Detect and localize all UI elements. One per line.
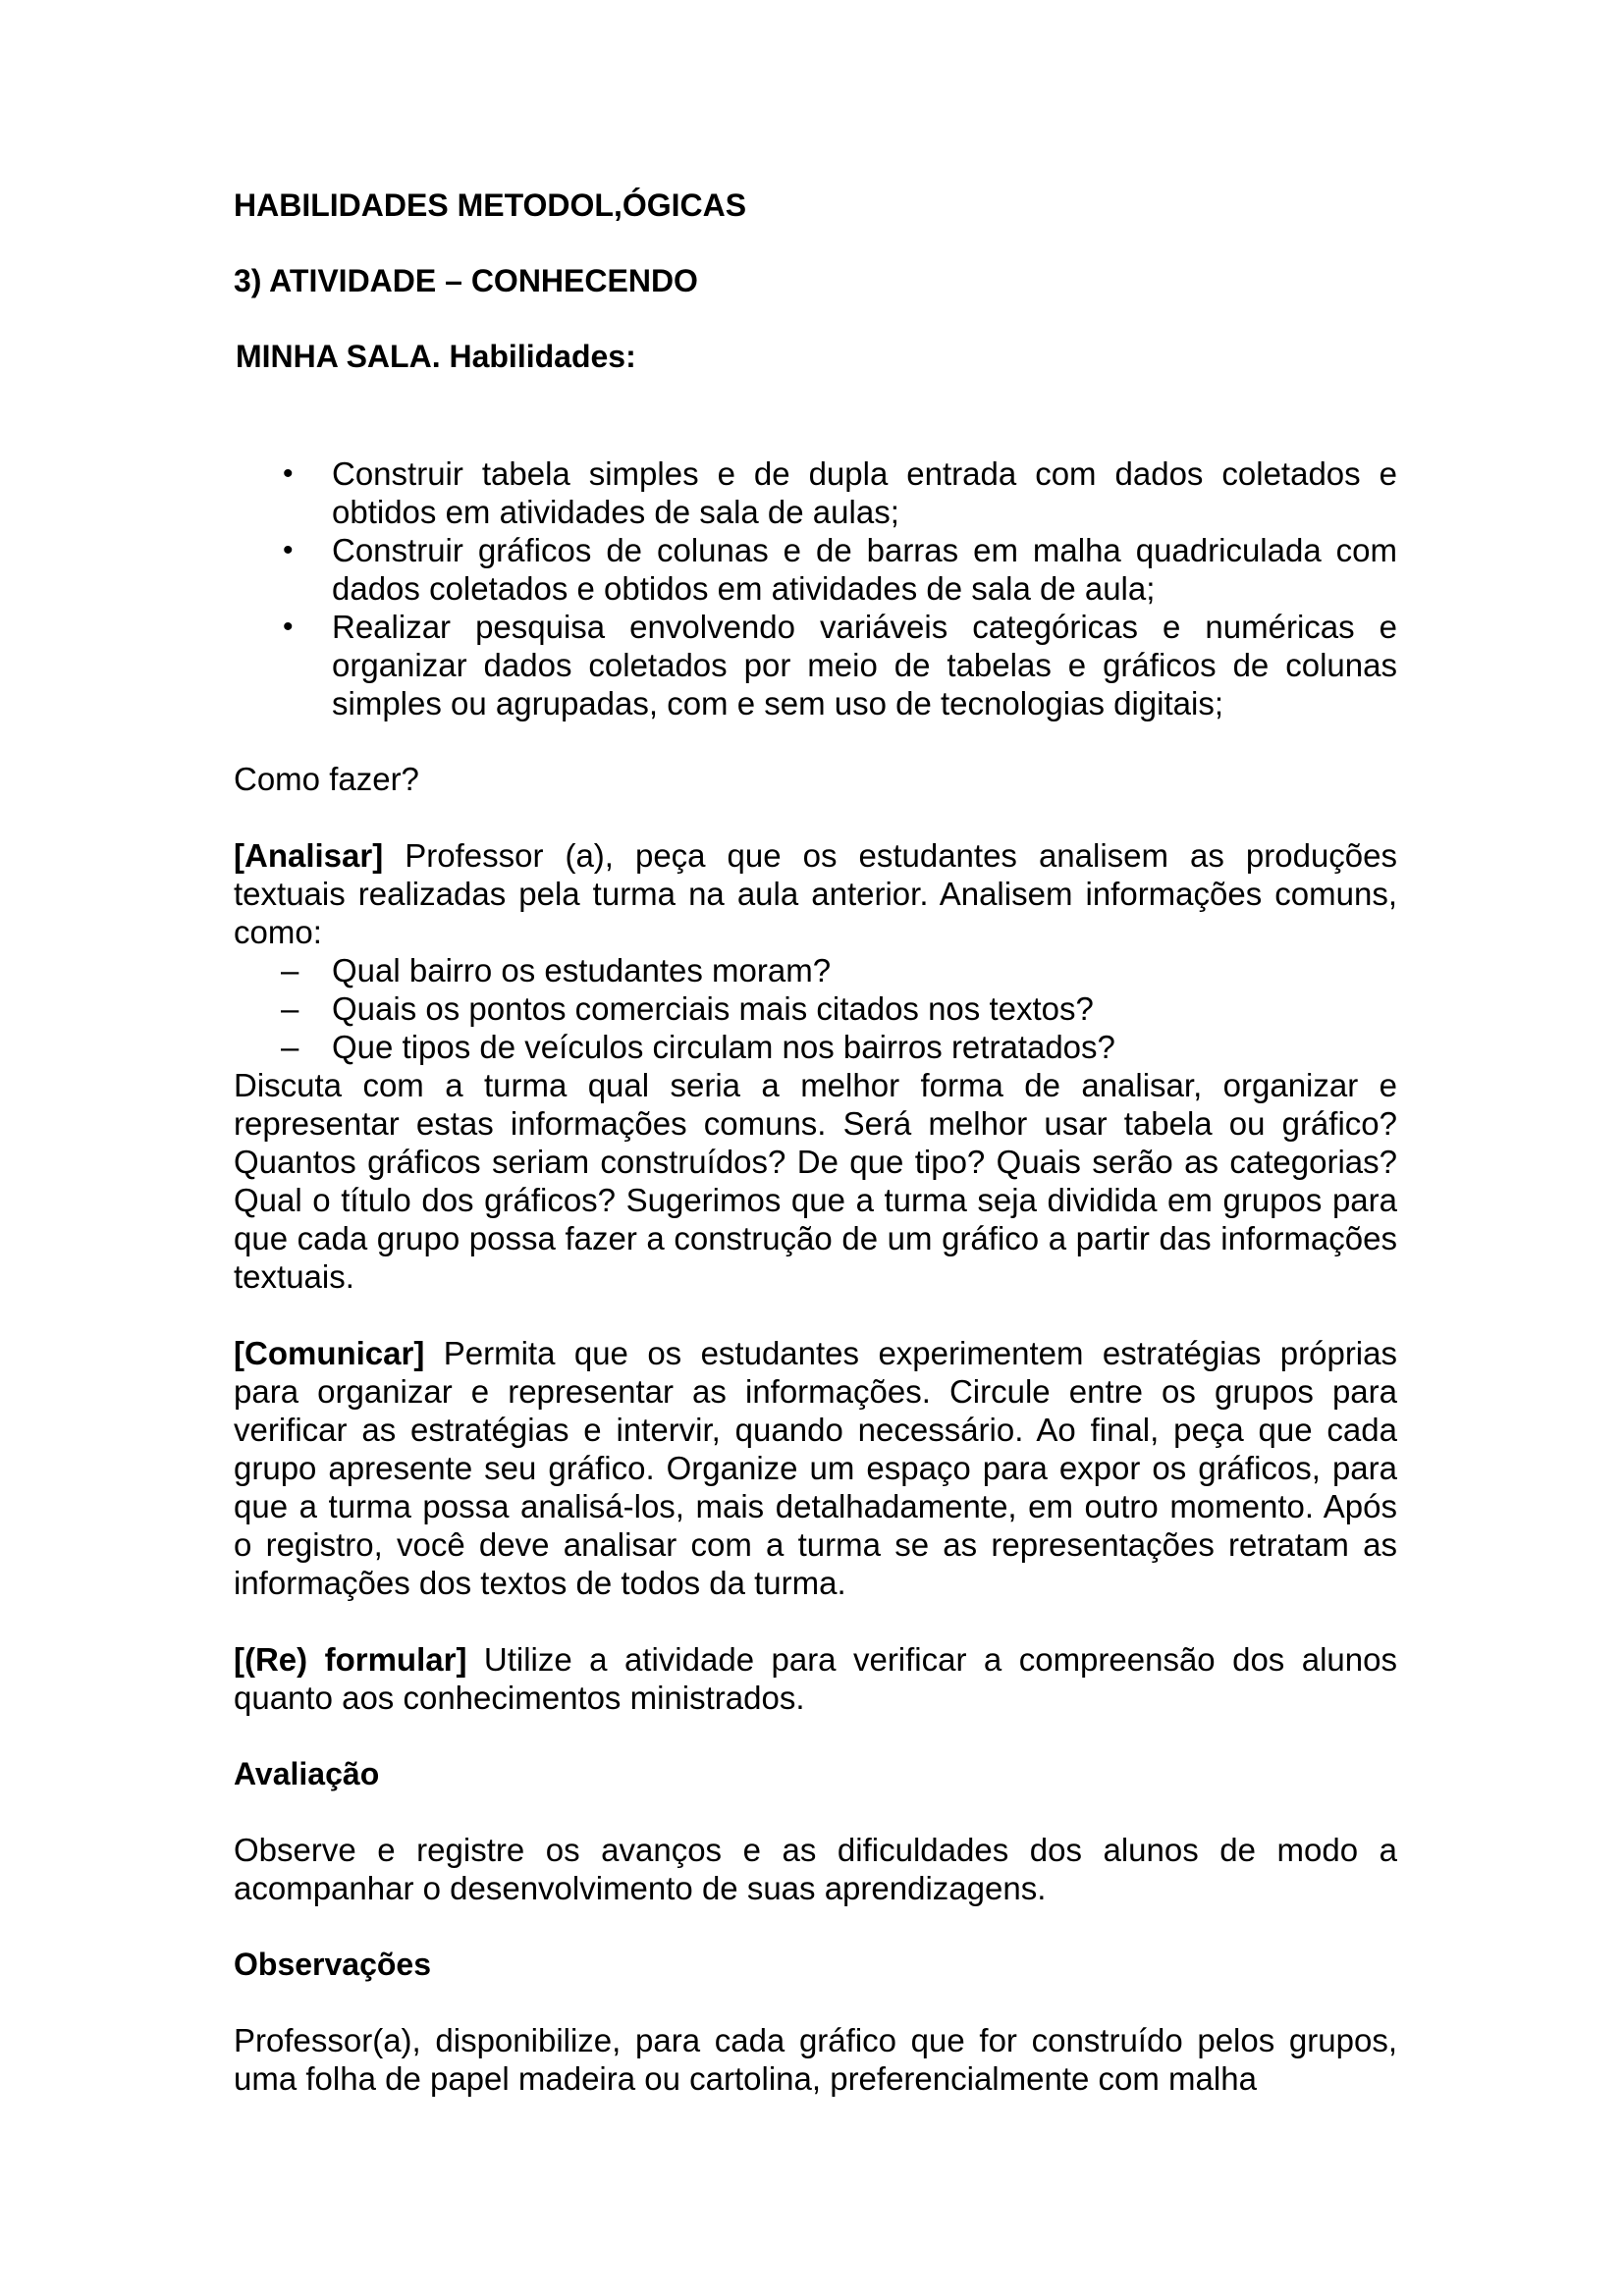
list-item: [234, 989, 1397, 1028]
dash-icon: –: [281, 952, 299, 988]
skill-text: Construir tabela simples e de dupla entrada com dados coletados e obtidos em atividades de sala de aulas;: [332, 455, 1397, 530]
main-heading: HABILIDADES METODOL,ÓGICAS: [234, 187, 747, 223]
avaliacao-text: Observe e registre os avanços e as dificuldades dos alunos de modo a acompanhar o desenvolvimento de suas aprendizagens.: [234, 1832, 1397, 1906]
observacoes-text: Professor(a), disponibilize, para cada gráfico que for construído pelos grupos, uma folha de papel madeira ou cartolina, preferencialmente com malha: [234, 2022, 1397, 2097]
questions-list: [234, 951, 1397, 1066]
list-item: [234, 454, 1397, 531]
reformular-label: [(Re) formular]: [234, 1641, 467, 1678]
skill-text: Realizar pesquisa envolvendo variáveis categóricas e numéricas e organizar dados coletados por meio de tabelas e gráficos de colunas simples ou agrupadas, com e sem uso de tecnologias digitais;: [332, 609, 1397, 721]
list-item: [234, 531, 1397, 608]
how-to-label: Como fazer?: [234, 761, 419, 797]
skills-list: [234, 454, 1397, 722]
discussion-paragraph: Discuta com a turma qual seria a melhor forma de analisar, organizar e representar estas informações comuns. Será melhor usar tabela ou gráfico? Quantos gráficos seriam construídos? De que tipo? Quais serão as categorias? Qual o título dos gráficos? Sugerimos que a turma seja dividida em grupos para que cada grupo possa fazer a construção de um gráfico a partir das informações textuais.: [234, 1067, 1397, 1295]
comunicar-text: Permita que os estudantes experimentem estratégias próprias para organizar e representar as informações. Circule entre os grupos para verificar as estratégias e intervir, quando necessário. Ao final, peça que cada grupo apresente seu gráfico. Organize um espaço para expor os gráficos, para que a turma possa analisá-los, mais detalhadamente, em outro momento. Após o registro, você deve analisar com a turma se as representações retratam as informações dos textos de todos da turma.: [234, 1335, 1397, 1601]
list-item: [234, 1028, 1397, 1066]
observacoes-title: Observações: [234, 1947, 432, 1982]
question-text: Qual bairro os estudantes moram?: [332, 952, 832, 988]
document-page: [234, 187, 1397, 2098]
comunicar-label: [Comunicar]: [234, 1335, 425, 1371]
list-item: [234, 608, 1397, 722]
activity-heading: 3) ATIVIDADE – CONHECENDO: [234, 263, 698, 298]
bullet-icon: •: [283, 457, 294, 490]
question-text: Quais os pontos comerciais mais citados nos textos?: [332, 990, 1094, 1027]
comunicar-paragraph: [234, 1334, 1397, 1602]
dash-icon: –: [281, 990, 299, 1027]
reformular-text: Utilize a atividade para verificar a compreensão dos alunos quanto aos conhecimentos ministrados.: [234, 1641, 1397, 1716]
analisar-paragraph: [234, 836, 1397, 951]
reformular-paragraph: [234, 1640, 1397, 1717]
bullet-icon: •: [283, 611, 294, 643]
analisar-text: Professor (a), peça que os estudantes analisem as produções textuais realizadas pela turma na aula anterior. Analisem informações comuns, como:: [234, 837, 1397, 950]
avaliacao-title: Avaliação: [234, 1756, 380, 1791]
list-item: [234, 951, 1397, 989]
skills-heading: MINHA SALA. Habilidades:: [236, 339, 636, 374]
analisar-label: [Analisar]: [234, 837, 384, 874]
dash-icon: –: [281, 1029, 299, 1065]
bullet-icon: •: [283, 534, 294, 566]
question-text: Que tipos de veículos circulam nos bairros retratados?: [332, 1029, 1115, 1065]
skill-text: Construir gráficos de colunas e de barras em malha quadriculada com dados coletados e obtidos em atividades de sala de aula;: [332, 532, 1397, 607]
